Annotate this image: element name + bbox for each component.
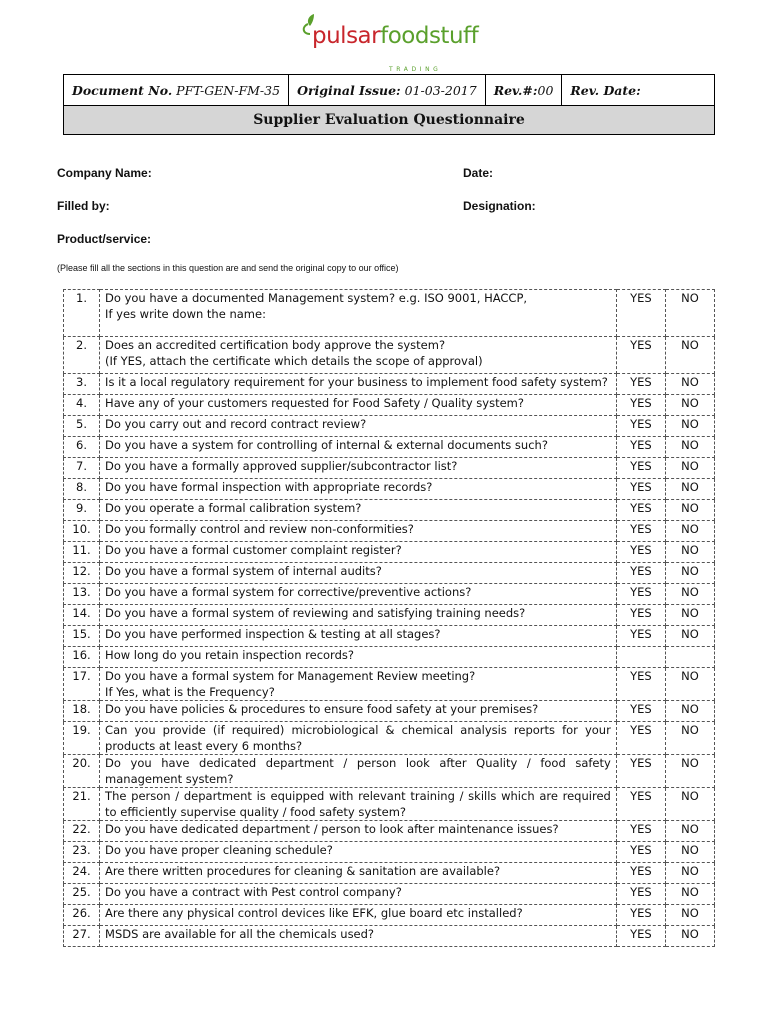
question-row [64, 755, 715, 788]
question-line: Do you have dedicated department / person look after Quality / food safety [105, 756, 611, 770]
no-option[interactable]: NO [665, 395, 714, 416]
question-line: Do you operate a formal calibration system? [105, 501, 362, 515]
question-row [64, 905, 715, 926]
yes-option[interactable]: YES [616, 722, 665, 755]
no-option[interactable]: NO [665, 842, 714, 863]
original-issue-label: Original Issue: [297, 82, 401, 98]
no-option[interactable]: NO [665, 416, 714, 437]
question-line: Do you have a system for controlling of internal & external documents such? [105, 438, 548, 452]
yes-option[interactable]: YES [616, 521, 665, 542]
question-row [64, 458, 715, 479]
question-row [64, 821, 715, 842]
question-text [100, 337, 617, 374]
question-number: 15. [64, 626, 100, 647]
question-row [64, 290, 715, 337]
yes-option[interactable]: YES [616, 905, 665, 926]
original-issue-value: 01-03-2017 [404, 82, 477, 98]
logo-tagline: TRADING [389, 66, 442, 73]
yes-option[interactable]: YES [616, 605, 665, 626]
question-text [100, 701, 617, 722]
question-text [100, 926, 617, 947]
yes-option[interactable]: YES [616, 626, 665, 647]
yes-option[interactable]: YES [616, 458, 665, 479]
question-number: 7. [64, 458, 100, 479]
rev-label: Rev.#: [493, 82, 538, 98]
question-number: 10. [64, 521, 100, 542]
no-option[interactable]: NO [665, 500, 714, 521]
question-line: Do you have dedicated department / person to look after maintenance issues? [105, 822, 559, 836]
question-text [100, 755, 617, 788]
question-line: management system? [105, 771, 234, 786]
logo-part1: pulsar [312, 23, 381, 49]
question-number: 6. [64, 437, 100, 458]
question-row [64, 563, 715, 584]
question-number: 16. [64, 647, 100, 668]
no-option[interactable]: NO [665, 374, 714, 395]
question-number: 26. [64, 905, 100, 926]
question-line: The person / department is equipped with relevant training / skills which are required [105, 789, 611, 803]
revision-cell [485, 75, 562, 106]
no-option[interactable]: NO [665, 437, 714, 458]
no-option[interactable]: NO [665, 905, 714, 926]
question-text [100, 605, 617, 626]
question-number: 14. [64, 605, 100, 626]
doc-no-label: Document No. [72, 82, 173, 98]
question-row [64, 500, 715, 521]
question-number: 3. [64, 374, 100, 395]
yes-option[interactable]: YES [616, 863, 665, 884]
question-number: 27. [64, 926, 100, 947]
logo-wordmark [312, 22, 478, 50]
question-number: 9. [64, 500, 100, 521]
question-line: If yes write down the name: [105, 306, 266, 321]
yes-option[interactable]: YES [616, 584, 665, 605]
no-option[interactable]: NO [665, 521, 714, 542]
question-number: 13. [64, 584, 100, 605]
no-option[interactable]: NO [665, 479, 714, 500]
yes-option[interactable]: YES [616, 395, 665, 416]
question-number: 17. [64, 668, 100, 701]
question-number: 12. [64, 563, 100, 584]
question-row [64, 668, 715, 701]
question-text [100, 374, 617, 395]
company-name-label: Company Name: [57, 166, 152, 180]
question-line: Do you have a formal system of internal audits? [105, 564, 382, 578]
question-number: 2. [64, 337, 100, 374]
question-text [100, 821, 617, 842]
question-row [64, 701, 715, 722]
question-line: Do you have a documented Management system? e.g. ISO 9001, HACCP, [105, 291, 528, 305]
question-text [100, 521, 617, 542]
question-text [100, 290, 617, 337]
question-text [100, 500, 617, 521]
question-row [64, 395, 715, 416]
question-number: 24. [64, 863, 100, 884]
no-option[interactable]: NO [665, 584, 714, 605]
question-text [100, 542, 617, 563]
question-text [100, 788, 617, 821]
document-number-cell [64, 75, 289, 106]
no-option[interactable]: NO [665, 605, 714, 626]
no-option[interactable]: NO [665, 884, 714, 905]
question-line: Do you have policies & procedures to ensure food safety at your premises? [105, 702, 539, 716]
no-option[interactable]: NO [665, 722, 714, 755]
question-number: 23. [64, 842, 100, 863]
question-text [100, 479, 617, 500]
yes-option[interactable]: YES [616, 479, 665, 500]
yes-option[interactable]: YES [616, 701, 665, 722]
question-text [100, 563, 617, 584]
question-line: Have any of your customers requested for Food Safety / Quality system? [105, 396, 524, 410]
question-row [64, 437, 715, 458]
no-option[interactable]: NO [665, 337, 714, 374]
question-line: Do you have formal inspection with appropriate records? [105, 480, 433, 494]
question-number: 5. [64, 416, 100, 437]
yes-option[interactable]: YES [616, 374, 665, 395]
no-option[interactable]: NO [665, 863, 714, 884]
question-line: Are there written procedures for cleaning & sanitation are available? [105, 864, 501, 878]
instruction-note: (Please fill all the sections in this question are and send the original copy to our office) [57, 263, 399, 273]
no-option[interactable]: NO [665, 701, 714, 722]
question-line: Are there any physical control devices like EFK, glue board etc installed? [105, 906, 523, 920]
yes-option[interactable]: YES [616, 821, 665, 842]
yes-option[interactable]: YES [616, 842, 665, 863]
product-service-label: Product/service: [57, 232, 152, 246]
question-number: 22. [64, 821, 100, 842]
question-line: (If YES, attach the certificate which details the scope of approval) [105, 353, 483, 368]
revision-date-cell [562, 75, 715, 106]
question-number: 4. [64, 395, 100, 416]
question-number: 11. [64, 542, 100, 563]
no-option[interactable]: NO [665, 290, 714, 337]
no-option[interactable]: NO [665, 542, 714, 563]
question-line: If Yes, what is the Frequency? [105, 684, 275, 699]
question-row [64, 542, 715, 563]
question-row [64, 926, 715, 947]
question-text [100, 458, 617, 479]
question-row [64, 722, 715, 755]
question-row [64, 842, 715, 863]
questionnaire-table [63, 289, 715, 947]
question-text [100, 722, 617, 755]
question-row [64, 605, 715, 626]
question-number: 18. [64, 701, 100, 722]
question-line: Do you have a formal system for corrective/preventive actions? [105, 585, 472, 599]
yes-option[interactable] [616, 647, 665, 668]
question-line: Do you have a formally approved supplier/subcontractor list? [105, 459, 458, 473]
logo-part2: foodstuff [380, 23, 479, 49]
no-option[interactable]: NO [665, 788, 714, 821]
question-line: Do you have performed inspection & testing at all stages? [105, 627, 441, 641]
yes-option[interactable]: YES [616, 290, 665, 337]
question-row [64, 788, 715, 821]
question-number: 20. [64, 755, 100, 788]
yes-option[interactable]: YES [616, 437, 665, 458]
yes-option[interactable]: YES [616, 500, 665, 521]
question-line: Does an accredited certification body approve the system? [105, 338, 446, 352]
question-row [64, 479, 715, 500]
question-line: Is it a local regulatory requirement for your business to implement food safety system? [105, 375, 608, 389]
question-number: 21. [64, 788, 100, 821]
question-line: to efficiently supervise quality / food safety system? [105, 804, 407, 819]
question-text [100, 416, 617, 437]
question-line: Can you provide (if required) microbiological & chemical analysis reports for your [105, 723, 611, 737]
question-row [64, 626, 715, 647]
yes-option[interactable]: YES [616, 416, 665, 437]
no-option[interactable]: NO [665, 926, 714, 947]
original-issue-cell [289, 75, 486, 106]
question-row [64, 863, 715, 884]
question-row [64, 416, 715, 437]
question-line: Do you have a contract with Pest control company? [105, 885, 402, 899]
rev-value: 00 [537, 82, 554, 98]
question-line: Do you formally control and review non-conformities? [105, 522, 414, 536]
question-number: 1. [64, 290, 100, 337]
yes-option[interactable]: YES [616, 542, 665, 563]
question-number: 25. [64, 884, 100, 905]
date-label: Date: [463, 166, 494, 180]
form-title: Supplier Evaluation Questionnaire [64, 106, 715, 135]
question-text [100, 626, 617, 647]
filled-by-label: Filled by: [57, 199, 110, 213]
question-text [100, 395, 617, 416]
no-option[interactable]: NO [665, 563, 714, 584]
question-text [100, 842, 617, 863]
question-row [64, 647, 715, 668]
question-number: 19. [64, 722, 100, 755]
no-option[interactable]: NO [665, 755, 714, 788]
yes-option[interactable]: YES [616, 788, 665, 821]
question-row [64, 521, 715, 542]
yes-option[interactable]: YES [616, 668, 665, 701]
rev-date-label: Rev. Date: [570, 82, 641, 98]
question-line: MSDS are available for all the chemicals used? [105, 927, 375, 941]
question-row [64, 584, 715, 605]
designation-label: Designation: [463, 199, 536, 213]
question-text [100, 437, 617, 458]
doc-no-value: PFT-GEN-FM-35 [176, 82, 281, 98]
question-text [100, 668, 617, 701]
yes-option[interactable]: YES [616, 926, 665, 947]
question-row [64, 337, 715, 374]
question-line: products at least every 6 months? [105, 738, 303, 753]
no-option[interactable]: NO [665, 821, 714, 842]
question-text [100, 863, 617, 884]
question-line: Do you have a formal system for Management Review meeting? [105, 669, 476, 683]
document-header [63, 74, 715, 135]
question-text [100, 584, 617, 605]
no-option[interactable]: NO [665, 668, 714, 701]
no-option[interactable]: NO [665, 626, 714, 647]
yes-option[interactable]: YES [616, 337, 665, 374]
question-row [64, 374, 715, 395]
question-line: Do you have a formal customer complaint register? [105, 543, 402, 557]
question-number: 8. [64, 479, 100, 500]
question-line: How long do you retain inspection records? [105, 648, 354, 662]
yes-option[interactable]: YES [616, 884, 665, 905]
no-option[interactable]: NO [665, 458, 714, 479]
no-option[interactable] [665, 647, 714, 668]
question-text [100, 905, 617, 926]
question-row [64, 884, 715, 905]
question-text [100, 884, 617, 905]
yes-option[interactable]: YES [616, 563, 665, 584]
question-text [100, 647, 617, 668]
yes-option[interactable]: YES [616, 755, 665, 788]
question-line: Do you carry out and record contract review? [105, 417, 367, 431]
question-line: Do you have proper cleaning schedule? [105, 843, 333, 857]
question-line: Do you have a formal system of reviewing and satisfying training needs? [105, 606, 526, 620]
